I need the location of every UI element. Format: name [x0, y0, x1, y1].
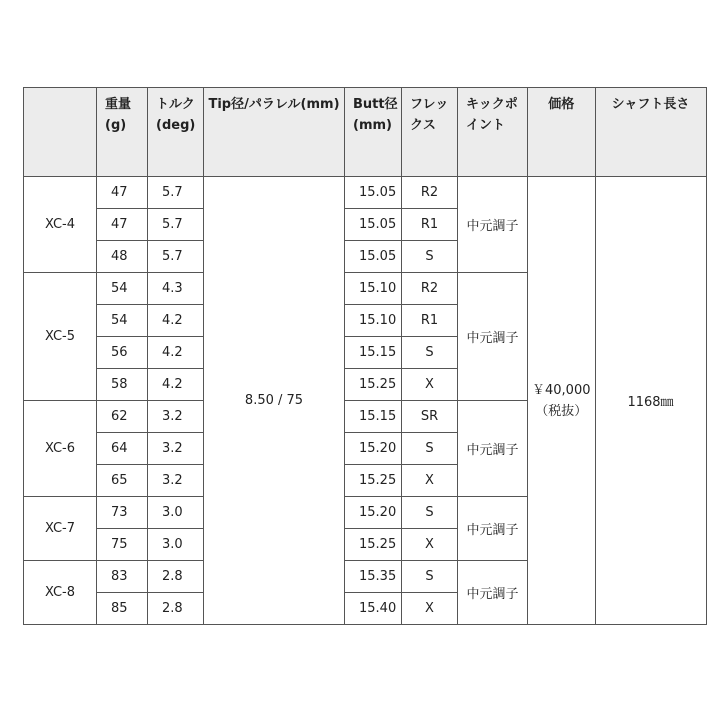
flex-cell: X [402, 465, 458, 497]
kickpoint-cell: 中元調子 [458, 177, 528, 273]
header-torque: トルク(deg) [148, 88, 204, 177]
torque-cell: 4.3 [148, 273, 204, 305]
flex-cell: R1 [402, 305, 458, 337]
flex-cell: R2 [402, 177, 458, 209]
torque-cell: 4.2 [148, 305, 204, 337]
header-kickpoint: キックポイント [458, 88, 528, 177]
length-cell: 1168㎜ [595, 177, 706, 625]
header-weight: 重量(g) [97, 88, 148, 177]
weight-cell: 54 [97, 273, 148, 305]
butt-cell: 15.20 [345, 497, 402, 529]
model-name-cell: XC-5 [24, 273, 97, 401]
torque-cell: 3.2 [148, 433, 204, 465]
header-price: 価格 [528, 88, 596, 177]
kickpoint-cell: 中元調子 [458, 497, 528, 561]
butt-cell: 15.15 [345, 337, 402, 369]
tip-cell: 8.50 / 75 [204, 177, 345, 625]
butt-cell: 15.25 [345, 465, 402, 497]
butt-cell: 15.05 [345, 177, 402, 209]
torque-cell: 5.7 [148, 209, 204, 241]
weight-cell: 47 [97, 209, 148, 241]
model-name-cell: XC-4 [24, 177, 97, 273]
butt-cell: 15.10 [345, 305, 402, 337]
flex-cell: S [402, 241, 458, 273]
model-name-cell: XC-6 [24, 401, 97, 497]
butt-cell: 15.15 [345, 401, 402, 433]
butt-cell: 15.25 [345, 369, 402, 401]
weight-cell: 75 [97, 529, 148, 561]
torque-cell: 4.2 [148, 337, 204, 369]
weight-cell: 48 [97, 241, 148, 273]
flex-cell: S [402, 337, 458, 369]
kickpoint-cell: 中元調子 [458, 401, 528, 497]
torque-cell: 2.8 [148, 561, 204, 593]
butt-cell: 15.25 [345, 529, 402, 561]
torque-cell: 3.0 [148, 497, 204, 529]
torque-cell: 3.0 [148, 529, 204, 561]
flex-cell: S [402, 497, 458, 529]
weight-cell: 83 [97, 561, 148, 593]
flex-cell: S [402, 561, 458, 593]
weight-cell: 64 [97, 433, 148, 465]
butt-cell: 15.10 [345, 273, 402, 305]
flex-cell: S [402, 433, 458, 465]
weight-cell: 85 [97, 593, 148, 625]
kickpoint-cell: 中元調子 [458, 273, 528, 401]
header-row [24, 88, 707, 177]
shaft-spec-table [23, 87, 707, 625]
flex-cell: R2 [402, 273, 458, 305]
butt-cell: 15.35 [345, 561, 402, 593]
weight-cell: 58 [97, 369, 148, 401]
torque-cell: 2.8 [148, 593, 204, 625]
torque-cell: 4.2 [148, 369, 204, 401]
weight-cell: 54 [97, 305, 148, 337]
flex-cell: R1 [402, 209, 458, 241]
weight-cell: 47 [97, 177, 148, 209]
header-length: シャフト長さ [595, 88, 706, 177]
torque-cell: 5.7 [148, 241, 204, 273]
flex-cell: SR [402, 401, 458, 433]
flex-cell: X [402, 529, 458, 561]
butt-cell: 15.05 [345, 241, 402, 273]
header-tip: Tip径/パラレル(mm) [204, 88, 345, 177]
torque-cell: 3.2 [148, 465, 204, 497]
model-name-cell: XC-8 [24, 561, 97, 625]
torque-cell: 3.2 [148, 401, 204, 433]
butt-cell: 15.05 [345, 209, 402, 241]
header-butt: Butt径(mm) [345, 88, 402, 177]
butt-cell: 15.40 [345, 593, 402, 625]
weight-cell: 65 [97, 465, 148, 497]
model-name-cell: XC-7 [24, 497, 97, 561]
flex-cell: X [402, 369, 458, 401]
weight-cell: 73 [97, 497, 148, 529]
butt-cell: 15.20 [345, 433, 402, 465]
torque-cell: 5.7 [148, 177, 204, 209]
header-model [24, 88, 97, 177]
table-row [24, 177, 707, 209]
price-cell: ￥40,000（税抜） [528, 177, 596, 625]
kickpoint-cell: 中元調子 [458, 561, 528, 625]
header-flex: フレックス [402, 88, 458, 177]
flex-cell: X [402, 593, 458, 625]
weight-cell: 62 [97, 401, 148, 433]
weight-cell: 56 [97, 337, 148, 369]
